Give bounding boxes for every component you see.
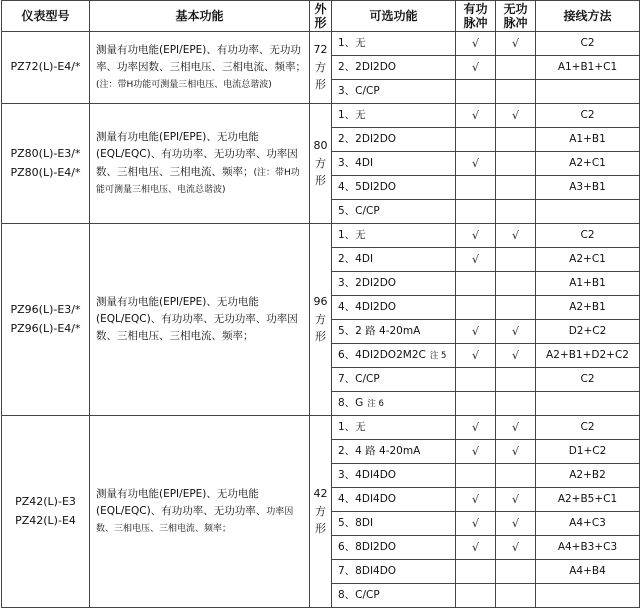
table-body bbox=[2, 32, 640, 608]
shape-char: 42 bbox=[313, 487, 328, 501]
model-name: PZ80(L)-E4/* bbox=[10, 165, 81, 179]
option-cell bbox=[332, 224, 456, 248]
option-label: 6、8DI2DO bbox=[338, 540, 397, 553]
option-cell bbox=[332, 152, 456, 176]
shape-char: 80 bbox=[313, 139, 328, 153]
wiring-cell: A4+C3 bbox=[536, 512, 640, 536]
table-row bbox=[2, 224, 640, 248]
active-pulse-cell: √ bbox=[456, 32, 496, 56]
option-label: 1、无 bbox=[338, 108, 366, 121]
option-label: 1、无 bbox=[338, 420, 366, 433]
function-text: 测量有功电能(EPI/EPE)、无功电能(EQL/EQC)、有功功率、无功功率、功率因数、三相电压、三相电流、频率； bbox=[96, 130, 298, 178]
reactive-pulse-cell: √ bbox=[496, 536, 536, 560]
option-cell bbox=[332, 248, 456, 272]
model-name: PZ96(L)-E4/* bbox=[10, 321, 81, 335]
option-label: 2、4DI bbox=[338, 252, 374, 265]
option-label: 2、2DI2DO bbox=[338, 60, 397, 73]
option-cell bbox=[332, 128, 456, 152]
reactive-pulse-cell: √ bbox=[496, 440, 536, 464]
option-cell bbox=[332, 344, 456, 368]
header-active-pulse bbox=[456, 1, 496, 32]
model-cell bbox=[2, 224, 90, 416]
reactive-pulse-cell: √ bbox=[496, 488, 536, 512]
option-cell bbox=[332, 584, 456, 608]
option-label: 1、无 bbox=[338, 228, 366, 241]
option-label: 3、4DI4DO bbox=[338, 468, 397, 481]
wiring-cell: A2+B5+C1 bbox=[536, 488, 640, 512]
model-cell bbox=[2, 32, 90, 104]
reactive-pulse-cell: √ bbox=[496, 512, 536, 536]
active-pulse-cell bbox=[456, 200, 496, 224]
option-cell bbox=[332, 296, 456, 320]
option-cell bbox=[332, 464, 456, 488]
shape-char: 方 bbox=[315, 312, 326, 326]
wiring-cell: C2 bbox=[536, 416, 640, 440]
active-pulse-cell bbox=[456, 392, 496, 416]
function-note: (注：带H功能可测量三相电压、电流总谐波) bbox=[96, 80, 272, 91]
active-pulse-cell: √ bbox=[456, 320, 496, 344]
option-note: 注 6 bbox=[367, 398, 384, 409]
header-wiring: 接线方法 bbox=[536, 1, 640, 32]
header-shape-line1: 外 bbox=[314, 1, 327, 16]
option-cell bbox=[332, 416, 456, 440]
wiring-cell: A1+B1 bbox=[536, 272, 640, 296]
reactive-pulse-cell: √ bbox=[496, 104, 536, 128]
option-label: 6、4DI2DO2M2C bbox=[338, 348, 426, 361]
table-row bbox=[2, 32, 640, 56]
option-label: 1、无 bbox=[338, 36, 366, 49]
wiring-cell: C2 bbox=[536, 32, 640, 56]
shape-cell bbox=[310, 104, 332, 224]
wiring-cell: A2+B1 bbox=[536, 296, 640, 320]
option-label: 3、2DI2DO bbox=[338, 276, 397, 289]
option-cell bbox=[332, 104, 456, 128]
wiring-cell: A1+B1+C1 bbox=[536, 56, 640, 80]
function-cell bbox=[90, 32, 310, 104]
header-active-line2: 脉冲 bbox=[463, 16, 488, 30]
function-note: 功率因数、三相电压、三相电流、频率； bbox=[96, 506, 294, 535]
reactive-pulse-cell bbox=[496, 560, 536, 584]
option-label: 4、4DI4DO bbox=[338, 492, 397, 505]
option-cell bbox=[332, 32, 456, 56]
header-model: 仪表型号 bbox=[2, 1, 90, 32]
option-cell bbox=[332, 80, 456, 104]
active-pulse-cell: √ bbox=[456, 56, 496, 80]
wiring-cell: D2+C2 bbox=[536, 320, 640, 344]
option-cell bbox=[332, 176, 456, 200]
wiring-cell bbox=[536, 584, 640, 608]
option-cell bbox=[332, 368, 456, 392]
option-label: 4、4DI2DO bbox=[338, 300, 397, 313]
active-pulse-cell bbox=[456, 176, 496, 200]
reactive-pulse-cell bbox=[496, 80, 536, 104]
header-row bbox=[2, 1, 640, 32]
option-label: 3、C/CP bbox=[338, 84, 380, 97]
option-cell bbox=[332, 536, 456, 560]
active-pulse-cell: √ bbox=[456, 344, 496, 368]
wiring-cell: A2+B2 bbox=[536, 464, 640, 488]
model-name: PZ96(L)-E3/* bbox=[10, 302, 81, 316]
active-pulse-cell bbox=[456, 560, 496, 584]
shape-char: 72 bbox=[313, 43, 328, 57]
model-name: PZ42(L)-E4 bbox=[15, 513, 76, 527]
shape-char: 形 bbox=[315, 522, 326, 536]
model-name: PZ42(L)-E3 bbox=[15, 494, 76, 508]
function-note: (注：带H功能可测量三相电压、电流总谐波) bbox=[96, 167, 300, 195]
function-text: 测量有功电能(EPI/EPE)、有功功率、无功功率、功率因数、三相电压、三相电流、频率； bbox=[96, 43, 306, 73]
header-active-line1: 有功 bbox=[463, 1, 488, 16]
reactive-pulse-cell: √ bbox=[496, 344, 536, 368]
option-label: 5、C/CP bbox=[338, 204, 380, 217]
option-cell bbox=[332, 512, 456, 536]
active-pulse-cell bbox=[456, 272, 496, 296]
active-pulse-cell: √ bbox=[456, 104, 496, 128]
function-text: 测量有功电能(EPI/EPE)、无功电能(EQL/EQC)、有功功率、无功功率、 bbox=[96, 487, 267, 517]
shape-char: 方 bbox=[315, 156, 326, 170]
shape-char: 形 bbox=[315, 174, 326, 188]
wiring-cell bbox=[536, 200, 640, 224]
wiring-cell: A3+B1 bbox=[536, 176, 640, 200]
option-label: 5、2 路 4-20mA bbox=[338, 324, 421, 337]
reactive-pulse-cell bbox=[496, 200, 536, 224]
wiring-cell: A2+C1 bbox=[536, 152, 640, 176]
wiring-cell: C2 bbox=[536, 368, 640, 392]
header-shape-line2: 形 bbox=[314, 16, 327, 30]
option-cell bbox=[332, 200, 456, 224]
option-cell bbox=[332, 560, 456, 584]
meter-spec-table bbox=[1, 0, 640, 608]
reactive-pulse-cell bbox=[496, 56, 536, 80]
option-label: 2、4 路 4-20mA bbox=[338, 444, 421, 457]
active-pulse-cell: √ bbox=[456, 248, 496, 272]
active-pulse-cell: √ bbox=[456, 488, 496, 512]
reactive-pulse-cell: √ bbox=[496, 416, 536, 440]
wiring-cell: C2 bbox=[536, 104, 640, 128]
active-pulse-cell bbox=[456, 296, 496, 320]
active-pulse-cell: √ bbox=[456, 152, 496, 176]
option-cell bbox=[332, 56, 456, 80]
option-cell bbox=[332, 440, 456, 464]
option-cell bbox=[332, 392, 456, 416]
shape-cell bbox=[310, 224, 332, 416]
reactive-pulse-cell bbox=[496, 584, 536, 608]
option-cell bbox=[332, 488, 456, 512]
wiring-cell: A2+C1 bbox=[536, 248, 640, 272]
active-pulse-cell: √ bbox=[456, 440, 496, 464]
wiring-cell: A1+B1 bbox=[536, 128, 640, 152]
header-function: 基本功能 bbox=[90, 1, 310, 32]
option-label: 8、G bbox=[338, 396, 364, 409]
active-pulse-cell bbox=[456, 464, 496, 488]
shape-char: 96 bbox=[313, 295, 328, 309]
shape-char: 形 bbox=[315, 78, 326, 92]
reactive-pulse-cell bbox=[496, 368, 536, 392]
shape-char: 形 bbox=[315, 330, 326, 344]
model-name: PZ80(L)-E3/* bbox=[10, 146, 81, 160]
option-cell bbox=[332, 272, 456, 296]
option-label: 7、8DI4DO bbox=[338, 564, 397, 577]
option-label: 7、C/CP bbox=[338, 372, 380, 385]
reactive-pulse-cell bbox=[496, 392, 536, 416]
option-label: 3、4DI bbox=[338, 156, 374, 169]
wiring-cell: A2+B1+D2+C2 bbox=[536, 344, 640, 368]
table-row bbox=[2, 104, 640, 128]
reactive-pulse-cell: √ bbox=[496, 224, 536, 248]
wiring-cell bbox=[536, 80, 640, 104]
active-pulse-cell: √ bbox=[456, 224, 496, 248]
wiring-cell: A4+B3+C3 bbox=[536, 536, 640, 560]
active-pulse-cell: √ bbox=[456, 512, 496, 536]
shape-cell bbox=[310, 32, 332, 104]
function-cell bbox=[90, 104, 310, 224]
option-label: 2、2DI2DO bbox=[338, 132, 397, 145]
reactive-pulse-cell bbox=[496, 296, 536, 320]
option-label: 5、8DI bbox=[338, 516, 374, 529]
reactive-pulse-cell: √ bbox=[496, 320, 536, 344]
header-reactive-line2: 脉冲 bbox=[503, 16, 528, 30]
option-note: 注 5 bbox=[429, 350, 447, 361]
option-label: 4、5DI2DO bbox=[338, 180, 397, 193]
active-pulse-cell bbox=[456, 368, 496, 392]
reactive-pulse-cell: √ bbox=[496, 32, 536, 56]
header-reactive-line1: 无功 bbox=[503, 1, 528, 16]
header-shape bbox=[310, 1, 332, 32]
active-pulse-cell bbox=[456, 584, 496, 608]
active-pulse-cell: √ bbox=[456, 416, 496, 440]
reactive-pulse-cell bbox=[496, 152, 536, 176]
option-cell bbox=[332, 320, 456, 344]
reactive-pulse-cell bbox=[496, 248, 536, 272]
option-label: 8、C/CP bbox=[338, 588, 380, 601]
active-pulse-cell bbox=[456, 80, 496, 104]
model-name: PZ72(L)-E4/* bbox=[10, 60, 81, 74]
active-pulse-cell bbox=[456, 128, 496, 152]
wiring-cell: C2 bbox=[536, 224, 640, 248]
reactive-pulse-cell bbox=[496, 272, 536, 296]
header-options: 可选功能 bbox=[332, 1, 456, 32]
model-cell bbox=[2, 416, 90, 608]
shape-cell bbox=[310, 416, 332, 608]
wiring-cell: D1+C2 bbox=[536, 440, 640, 464]
wiring-cell bbox=[536, 392, 640, 416]
reactive-pulse-cell bbox=[496, 464, 536, 488]
table-row bbox=[2, 416, 640, 440]
function-cell bbox=[90, 224, 310, 416]
reactive-pulse-cell bbox=[496, 176, 536, 200]
active-pulse-cell: √ bbox=[456, 536, 496, 560]
model-cell bbox=[2, 104, 90, 224]
function-cell bbox=[90, 416, 310, 608]
reactive-pulse-cell bbox=[496, 128, 536, 152]
header-reactive-pulse bbox=[496, 1, 536, 32]
function-text: 测量有功电能(EPI/EPE)、无功电能(EQL/EQC)、有功功率、无功功率、功率因数、三相电压、三相电流、频率； bbox=[96, 295, 298, 343]
wiring-cell: A4+B4 bbox=[536, 560, 640, 584]
shape-char: 方 bbox=[315, 504, 326, 518]
shape-char: 方 bbox=[315, 60, 326, 74]
